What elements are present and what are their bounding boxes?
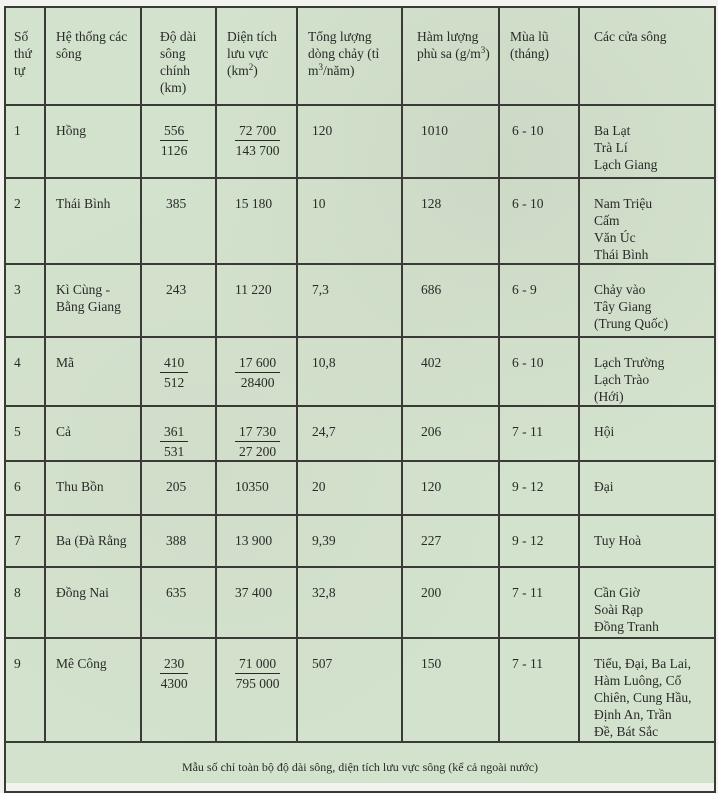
fraction: [235, 423, 280, 460]
table-row: [5, 337, 715, 406]
area-value: 10350: [235, 479, 269, 494]
cell-silt: [402, 105, 499, 178]
denominator: 143 700: [235, 143, 280, 158]
cell-flood: [499, 178, 579, 264]
cell-flood: [499, 461, 579, 515]
mouth-name: Tây Giang: [594, 299, 652, 314]
river-mouths: [580, 462, 714, 495]
mouth-name: (Hới): [594, 389, 624, 404]
table-row: [5, 178, 715, 264]
header-row: [5, 7, 715, 105]
length-value: [142, 407, 215, 460]
row-number: 7: [14, 533, 21, 548]
flood-season: 6 - 9: [512, 282, 537, 297]
river-name: Cả: [56, 424, 71, 439]
river-name: Hồng: [56, 123, 86, 138]
length-value: 385: [166, 196, 187, 211]
length-value: 205: [166, 479, 187, 494]
river-name: Mê Công: [56, 656, 107, 671]
cell-system: [45, 178, 141, 264]
cell-mouths: [579, 264, 715, 337]
fraction: [235, 655, 280, 692]
length-value: [142, 106, 215, 159]
cell-flow: [297, 264, 402, 337]
flow-value: 7,3: [312, 282, 329, 297]
cell-flow: [297, 337, 402, 406]
cell-silt: [402, 337, 499, 406]
cell-silt: [402, 178, 499, 264]
river-name: Kì Cùng - Bằng Giang: [56, 282, 121, 314]
cell-no: [5, 515, 45, 567]
footnote-row: [5, 742, 715, 792]
denominator: 512: [164, 375, 185, 390]
row-number: 1: [14, 123, 21, 138]
river-systems-table: [4, 6, 716, 793]
cell-flood: [499, 406, 579, 461]
cell-mouths: [579, 638, 715, 742]
area-value: 13 900: [235, 533, 273, 548]
numerator: 17 600: [235, 354, 280, 373]
river-mouths: [580, 516, 714, 549]
cell-area: [216, 105, 297, 178]
cell-flow: [297, 105, 402, 178]
fraction: [235, 354, 280, 391]
flood-season: 6 - 10: [512, 355, 544, 370]
cell-area: [216, 461, 297, 515]
flow-value: 20: [312, 479, 326, 494]
cell-length: [141, 105, 216, 178]
cell-no: [5, 406, 45, 461]
denominator: 4300: [160, 676, 188, 691]
numerator: 230: [160, 655, 188, 674]
denominator: 1126: [160, 143, 188, 158]
silt-value: 200: [421, 585, 442, 600]
flood-season: 7 - 11: [512, 424, 543, 439]
cell-area: [216, 406, 297, 461]
length-value: 388: [166, 533, 187, 548]
cell-length: [141, 567, 216, 638]
cell-flow: [297, 461, 402, 515]
row-number: 2: [14, 196, 21, 211]
river-name: Mã: [56, 355, 74, 370]
cell-area: [216, 337, 297, 406]
cell-silt: [402, 638, 499, 742]
silt-value: 686: [421, 282, 442, 297]
cell-flow: [297, 406, 402, 461]
flood-season: 6 - 10: [512, 123, 544, 138]
mouth-name: Trà Lí: [594, 140, 628, 155]
cell-area: [216, 264, 297, 337]
cell-system: [45, 337, 141, 406]
mouth-name: Hàm Luông, Cổ: [594, 673, 682, 688]
cell-length: [141, 406, 216, 461]
cell-flow: [297, 567, 402, 638]
area-value: [217, 338, 296, 391]
mouth-name: Văn Úc: [594, 230, 636, 245]
flow-value: 9,39: [312, 533, 336, 548]
mouth-name: Cấm: [594, 213, 620, 228]
flood-season: 9 - 12: [512, 533, 544, 548]
row-number: 5: [14, 424, 21, 439]
cell-system: [45, 638, 141, 742]
cell-length: [141, 461, 216, 515]
mouth-name: Định An, Trần: [594, 707, 672, 722]
cell-no: [5, 461, 45, 515]
cell-silt: [402, 515, 499, 567]
river-mouths: [580, 179, 714, 263]
table-row: [5, 105, 715, 178]
numerator: 361: [160, 423, 188, 442]
cell-no: [5, 178, 45, 264]
mouth-name: Tuy Hoà: [594, 533, 642, 548]
fraction: [235, 122, 280, 159]
cell-area: [216, 178, 297, 264]
mouth-name: Chiên, Cung Hầu,: [594, 690, 692, 705]
fraction: [160, 423, 188, 460]
table-row: [5, 406, 715, 461]
cell-no: [5, 105, 45, 178]
mouth-name: Soài Rạp: [594, 602, 644, 617]
cell-length: [141, 178, 216, 264]
denominator: 27 200: [239, 444, 277, 459]
length-value: 635: [166, 585, 187, 600]
cell-mouths: [579, 461, 715, 515]
header-mouths: Các cửa sông: [579, 7, 715, 105]
mouth-name: Đề, Bát Sắc: [594, 724, 659, 739]
cell-mouths: [579, 406, 715, 461]
length-value: 243: [166, 282, 187, 297]
river-mouths: [580, 265, 714, 332]
row-number: 8: [14, 585, 21, 600]
cell-mouths: [579, 105, 715, 178]
cell-system: [45, 567, 141, 638]
mouth-name: Chảy vào: [594, 282, 646, 297]
row-number: 9: [14, 656, 21, 671]
header-flow: Tổng lượng dòng chảy (tỉ $m^3/năm$): [297, 7, 402, 105]
river-mouths: [580, 639, 714, 740]
cell-flood: [499, 515, 579, 567]
cell-no: [5, 337, 45, 406]
numerator: 410: [160, 354, 188, 373]
silt-value: 120: [421, 479, 442, 494]
cell-area: [216, 515, 297, 567]
river-mouths: [580, 568, 714, 635]
footnote: Mẫu số chỉ toàn bộ độ dài sông, diện tích lưu vực sông (kể cả ngoài nước): [5, 742, 715, 792]
row-number: 4: [14, 355, 21, 370]
table-row: [5, 515, 715, 567]
cell-flood: [499, 105, 579, 178]
silt-value: 227: [421, 533, 442, 548]
numerator: 71 000: [235, 655, 280, 674]
mouth-name: Lạch Trường: [594, 355, 665, 370]
mouth-name: Đại: [594, 479, 614, 494]
silt-value: 402: [421, 355, 442, 370]
flow-value: 507: [312, 656, 333, 671]
denominator: 531: [164, 444, 185, 459]
cell-length: [141, 515, 216, 567]
river-name: Thái Bình: [56, 196, 111, 211]
mouth-name: Ba Lạt: [594, 123, 631, 138]
river-mouths: [580, 106, 714, 173]
mouth-name: Đồng Tranh: [594, 619, 659, 634]
cell-length: [141, 337, 216, 406]
area-value: 15 180: [235, 196, 273, 211]
mouth-name: Tiểu, Đại, Ba Lai,: [594, 656, 691, 671]
cell-flood: [499, 638, 579, 742]
length-value: [142, 338, 215, 391]
river-mouths: [580, 338, 714, 405]
area-value: [217, 639, 296, 692]
fraction: [160, 354, 188, 391]
header-system: Hệ thống các sông: [45, 7, 141, 105]
cell-flood: [499, 567, 579, 638]
mouth-name: (Trung Quốc): [594, 316, 669, 331]
area-value: [217, 106, 296, 159]
silt-value: 150: [421, 656, 442, 671]
cell-flow: [297, 515, 402, 567]
silt-value: 1010: [421, 123, 448, 138]
cell-length: [141, 264, 216, 337]
table-row: [5, 461, 715, 515]
cell-flow: [297, 178, 402, 264]
area-value: 37 400: [235, 585, 273, 600]
cell-system: [45, 406, 141, 461]
cell-no: [5, 567, 45, 638]
mouth-name: Hội: [594, 424, 615, 439]
mouth-name: Lạch Giang: [594, 157, 658, 172]
mouth-name: Cần Giờ: [594, 585, 640, 600]
cell-system: [45, 515, 141, 567]
cell-mouths: [579, 337, 715, 406]
row-number: 6: [14, 479, 21, 494]
table-row: [5, 567, 715, 638]
header-area: Diện tích lưu vực $(km^2)$: [216, 7, 297, 105]
denominator: 795 000: [235, 676, 280, 691]
cell-flood: [499, 337, 579, 406]
river-name: Thu Bồn: [56, 479, 104, 494]
header-silt: Hàm lượng phù sa $(g/m^3)$: [402, 7, 499, 105]
numerator: 556: [160, 122, 188, 141]
cell-silt: [402, 461, 499, 515]
length-value: [142, 639, 215, 692]
area-value: 11 220: [235, 282, 272, 297]
area-value: [217, 407, 296, 460]
flow-value: 10: [312, 196, 326, 211]
flow-value: 32,8: [312, 585, 336, 600]
cell-mouths: [579, 515, 715, 567]
cell-no: [5, 264, 45, 337]
numerator: 17 730: [235, 423, 280, 442]
table-row: [5, 264, 715, 337]
cell-area: [216, 567, 297, 638]
silt-value: 206: [421, 424, 442, 439]
flow-value: 24,7: [312, 424, 336, 439]
flood-season: 7 - 11: [512, 656, 543, 671]
header-no: Số thứ tự: [5, 7, 45, 105]
cell-silt: [402, 264, 499, 337]
flood-season: 7 - 11: [512, 585, 543, 600]
numerator: 72 700: [235, 122, 280, 141]
mouth-name: Lạch Trào: [594, 372, 650, 387]
fraction: [160, 122, 188, 159]
cell-silt: [402, 406, 499, 461]
cell-length: [141, 638, 216, 742]
cell-area: [216, 638, 297, 742]
mouth-name: Nam Triệu: [594, 196, 653, 211]
fraction: [160, 655, 188, 692]
river-mouths: [580, 407, 714, 440]
denominator: 28400: [240, 375, 275, 390]
cell-system: [45, 105, 141, 178]
cell-no: [5, 638, 45, 742]
row-number: 3: [14, 282, 21, 297]
header-length: Độ dài sông chính (km): [141, 7, 216, 105]
river-name: Đồng Nai: [56, 585, 109, 600]
cell-flow: [297, 638, 402, 742]
cell-mouths: [579, 567, 715, 638]
silt-value: 128: [421, 196, 442, 211]
mouth-name: Thái Bình: [594, 247, 649, 262]
cell-system: [45, 264, 141, 337]
flow-value: 10,8: [312, 355, 336, 370]
flood-season: 6 - 10: [512, 196, 544, 211]
flood-season: 9 - 12: [512, 479, 544, 494]
flow-value: 120: [312, 123, 333, 138]
table-row: [5, 638, 715, 742]
cell-system: [45, 461, 141, 515]
cell-flood: [499, 264, 579, 337]
river-name: Ba (Đà Rằng: [56, 533, 127, 548]
cell-mouths: [579, 178, 715, 264]
header-flood: Mùa lũ (tháng): [499, 7, 579, 105]
cell-silt: [402, 567, 499, 638]
